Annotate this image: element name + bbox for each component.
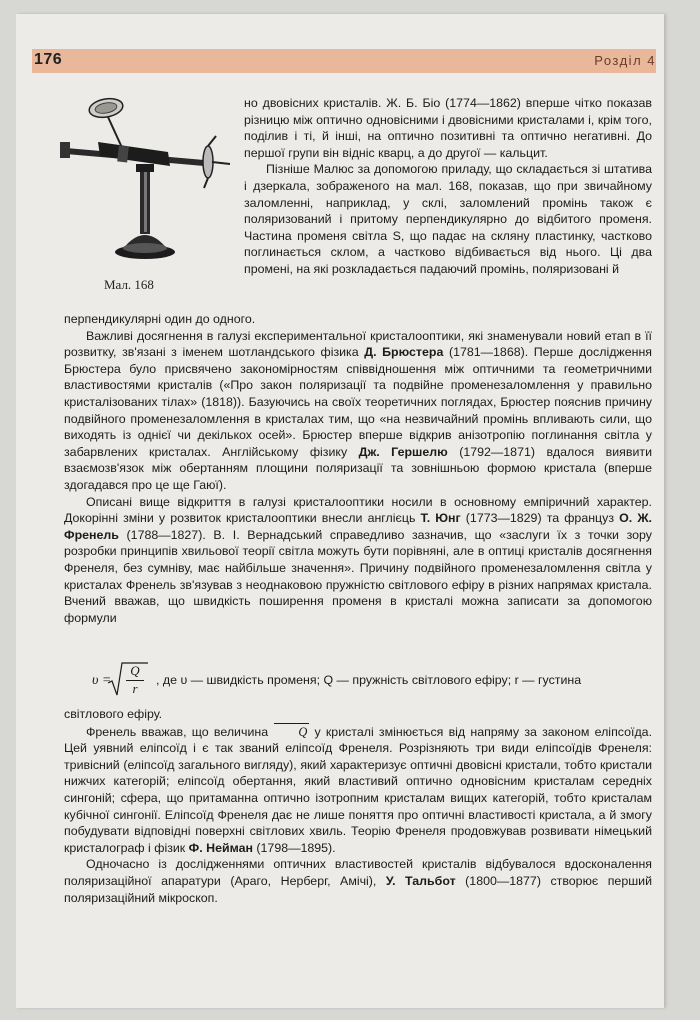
name-fresnel: О. Ж. Френель [64,511,652,542]
paragraph-talbot [64,856,652,906]
name-talbot: У. Тальбот [385,873,456,888]
text-run: (1800—1877) створює перший поляризаційний мікроскоп. [64,873,652,905]
formula-denominator: r [132,681,138,696]
name-brewster: Д. Брюстера [364,345,444,360]
text-run: (1788—1827). В. І. Вернадський справедливо зазначив, що «заслуги їх з точки зору розробки принципів хвильової теорії світла можуть бути порівняні, але в оптиці кристалів досягнення Френеля, без сумніву, має найбільше значення». Причину подвійного променезаломлення світла у кристалах Френель зв'язував з неоднаковою пружністю світлового ефіру в різних напрямах кристала. Вчений вважав, що швидкість поширення променя в кристалі можна записати за допомогою формули [64,527,652,625]
main-text-block [64,311,652,626]
formula-numerator: Q [130,663,140,678]
text-run: (1798—1895). [252,840,336,855]
paragraph-continuation: перпендикулярні один до одного. [64,312,256,326]
formula-lhs: υ = [92,673,112,688]
page-number: 176 [34,51,63,68]
name-neumann: Ф. Нейман [188,840,253,855]
text-run: Френель вважав, що величина [86,724,274,739]
text-run: Важливі досягнення в галузі експериментальної кристалооптики, які знаменували новий етап в її розвитку, зв'язані з іменем шотландського фізика [64,328,652,360]
after-formula-block [64,706,652,906]
figure-caption: Мал. 168 [104,277,154,292]
text-run: Описані вище відкриття в галузі кристалооптики носили в основному емпіричний характер. Докорінні зміни у розвиток кристалооптики внесли англієць [64,494,652,526]
chapter-title: Розділ 4 [594,53,656,68]
text-run: у кристалі змінюється від напряму за законом еліпсоїда. Цей уявний еліпсоїд і є так званий еліпсоїд Френеля. Розрізняють три види еліпсоїдів Френеля: тривісний (еліпсоїд загального вигляду), який характеризує оптичні двовісні кристали, тобто кристали нижчих категорій; еліпсоїд обертання, який властивий оптично одновісним кристалам середніх сингоній; сфера, що притаманна оптично ізотропним кристалам вищих категорій, тобто кристалам кубічної сингонії. Еліпсоїд Френеля дає не лише поняття про оптичні властивості кристала, а й змогу побудувати відповідні поверхні світлових хвиль. Теорію Френеля продовжував розвивати німецький кристалограф і фізик [64,724,653,855]
paragraph-ellipsoid [64,723,652,857]
microscope-apparatus-illustration [58,90,238,270]
formula-explanation: , де υ — швидкість променя; Q — пружність світлового ефіру; r — густина [156,673,582,687]
paragraph-ether: світлового ефіру. [64,707,163,721]
paragraph-young-fresnel [64,494,652,627]
inline-sqrt-q: Q [274,723,309,741]
text-run: Одночасно із дослідженнями оптичних властивостей кристалів відбувалося вдосконалення поляризаційної апаратури (Араго, Нерберг, Амічі), [64,857,652,888]
paragraph-bio: но двовісних кристалів. Ж. Б. Біо (1774—1862) вперше чітко показав різницю між оптично одновісними і двовісними кристалами і, крім того, поділив і ті, й інші, на оптично позитивні та оптично негативні. До першої групи він відніс кварц, а до другої — кальцит. [244,96,652,160]
text-run: (1792—1871) вдалося виявити взаємозв'язок між обертанням площини поляризації та зовнішньою формою кристала (вперше здогадався про це ще Гаюї). [64,444,652,492]
paragraph-malus: Пізніше Малюс за допомогою приладу, що складається зі штатива і дзеркала, зображеного на мал. 168, показав, що при звичайному заломленні, наприклад, у склі, заломлений промінь також є поляризований і притому перпендикулярно до відбитого променя. Частина променя світла S, що падає на скляну пластинку, частково поглинається склом, а частково відбивається від нього. Ці два промені, на які розкладається падаючий промінь, поляризовані й [244,162,652,276]
formula-fraction [124,661,146,699]
name-herschel: Дж. Гершелю [358,444,448,459]
text-run: (1773—1829) та француз [460,511,620,526]
paragraph-brewster [64,328,652,494]
formula-velocity [64,661,654,699]
name-young: Т. Юнг [420,511,461,526]
header-band [32,49,656,73]
text-run: (1781—1868). Перше дослідження Брюстера було присвячено закономірностям співвідношення між оптичними та геометричними властивостями кристалів («Про закон поляризації та подвійне променезаломлення у правильно кристалізованих тілах» (1818)). Базуючись на своїх теоретичних поглядах, Брюстер пояснив причину подвійного променезаломлення в кристалах тим, що «на незвичайний промінь впливають сили, що виходять із однієї чи декількох осей». Брюстер вперше відкрив анізотропію поглинання світла у забарвлених кристалах. Англійському фізику [64,345,653,459]
top-text-block [244,95,652,278]
